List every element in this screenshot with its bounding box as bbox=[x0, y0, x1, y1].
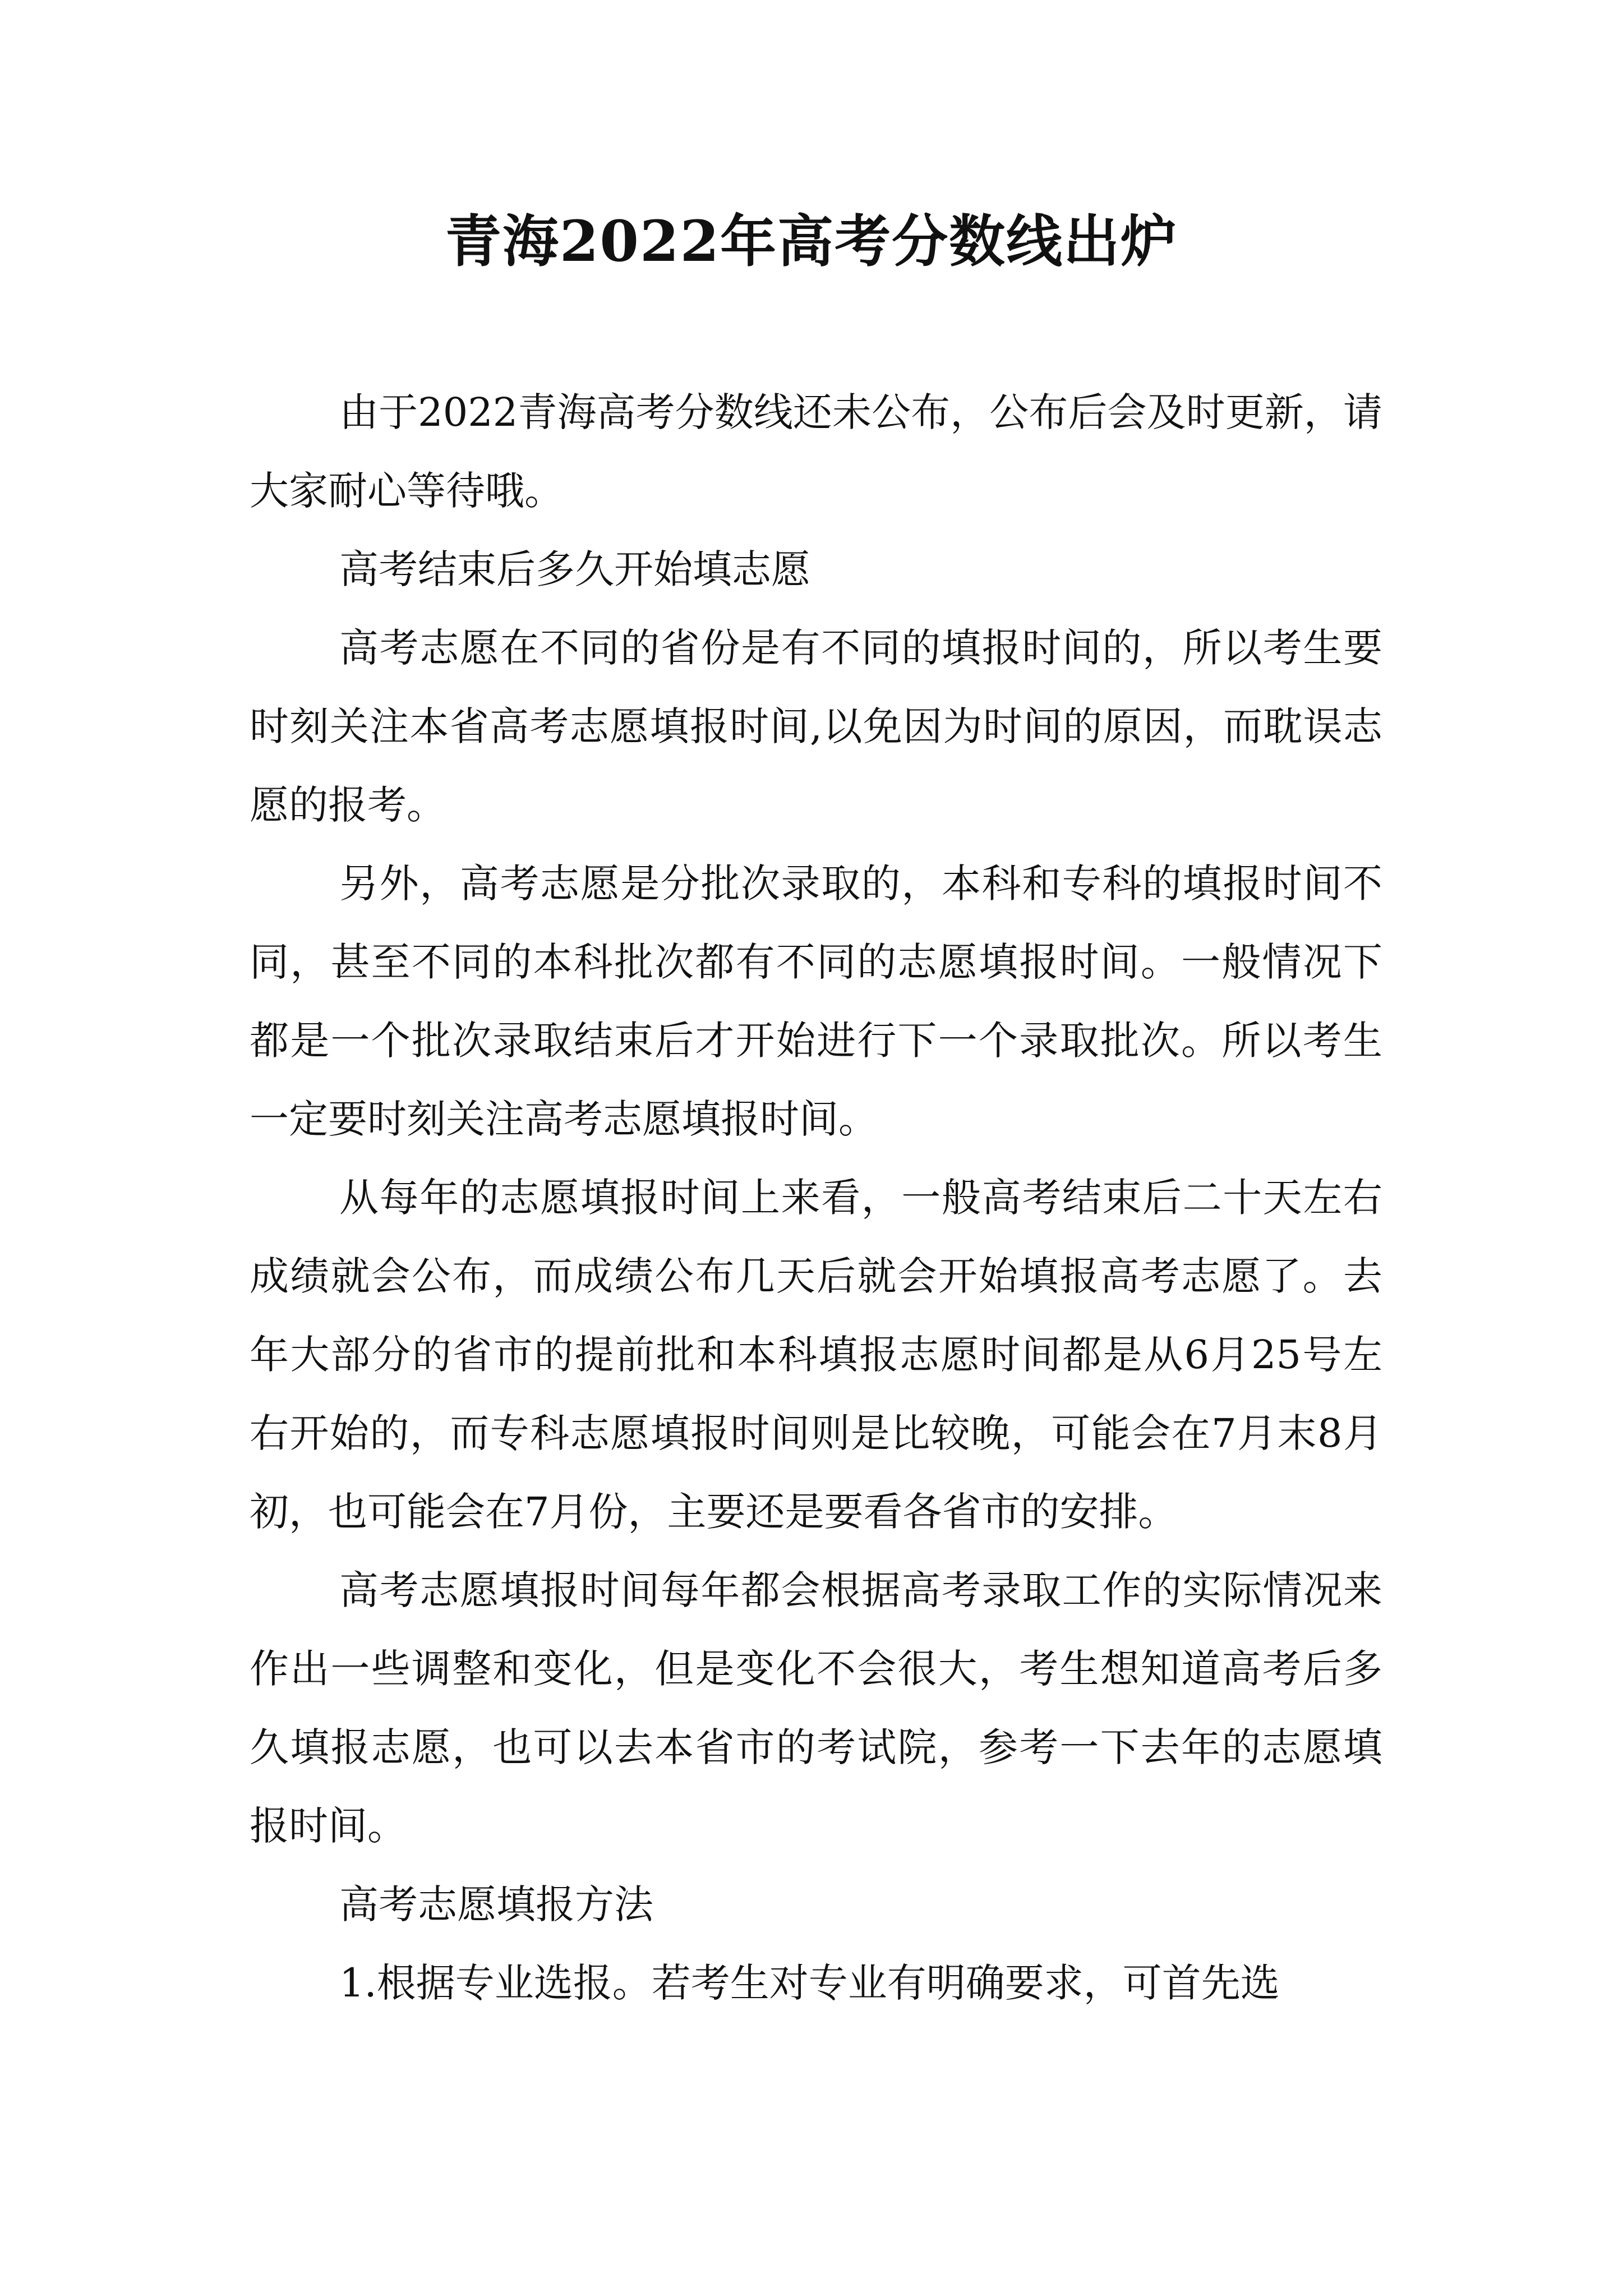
paragraph-adjustments: 高考志愿填报时间每年都会根据高考录取工作的实际情况来作出一些调整和变化，但是变化不会很大，考生想知道高考后多久填报志愿，也可以去本省市的考试院，参考一下去年的志愿填报时间。 bbox=[250, 1567, 1382, 1849]
paragraph-heading-when-to-apply: 高考结束后多久开始填志愿 bbox=[339, 546, 810, 592]
paragraph-intro: 由于2022青海高考分数线还未公布，公布后会及时更新，请大家耐心等待哦。 bbox=[250, 389, 1382, 514]
paragraph-batches: 另外，高考志愿是分批次录取的，本科和专科的填报时间不同，甚至不同的本科批次都有不同的志愿填报时间。一般情况下都是一个批次录取结束后才开始进行下一个录取批次。所以考生一定要时刻关注高考志愿填报时间。 bbox=[250, 861, 1382, 1142]
paragraph-province-times: 高考志愿在不同的省份是有不同的填报时间的，所以考生要时刻关注本省高考志愿填报时间,以免因为时间的原因，而耽误志愿的报考。 bbox=[250, 625, 1382, 828]
paragraph-method-1: 1.根据专业选报。若考生对专业有明确要求，可首先选 bbox=[339, 1960, 1280, 2006]
paragraph-yearly-schedule: 从每年的志愿填报时间上来看，一般高考结束后二十天左右成绩就会公布，而成绩公布几天后就会开始填报高考志愿了。去年大部分的省市的提前批和本科填报志愿时间都是从6月25号左右开始的，而专科志愿填报时间则是比较晚，可能会在7月末8月初，也可能会在7月份，主要还是要看各省市的安排。 bbox=[250, 1175, 1382, 1535]
paragraph-heading-methods: 高考志愿填报方法 bbox=[339, 1881, 653, 1927]
document-title: 青海2022年高考分数线出炉 bbox=[445, 208, 1178, 274]
document-body bbox=[250, 373, 1382, 2022]
